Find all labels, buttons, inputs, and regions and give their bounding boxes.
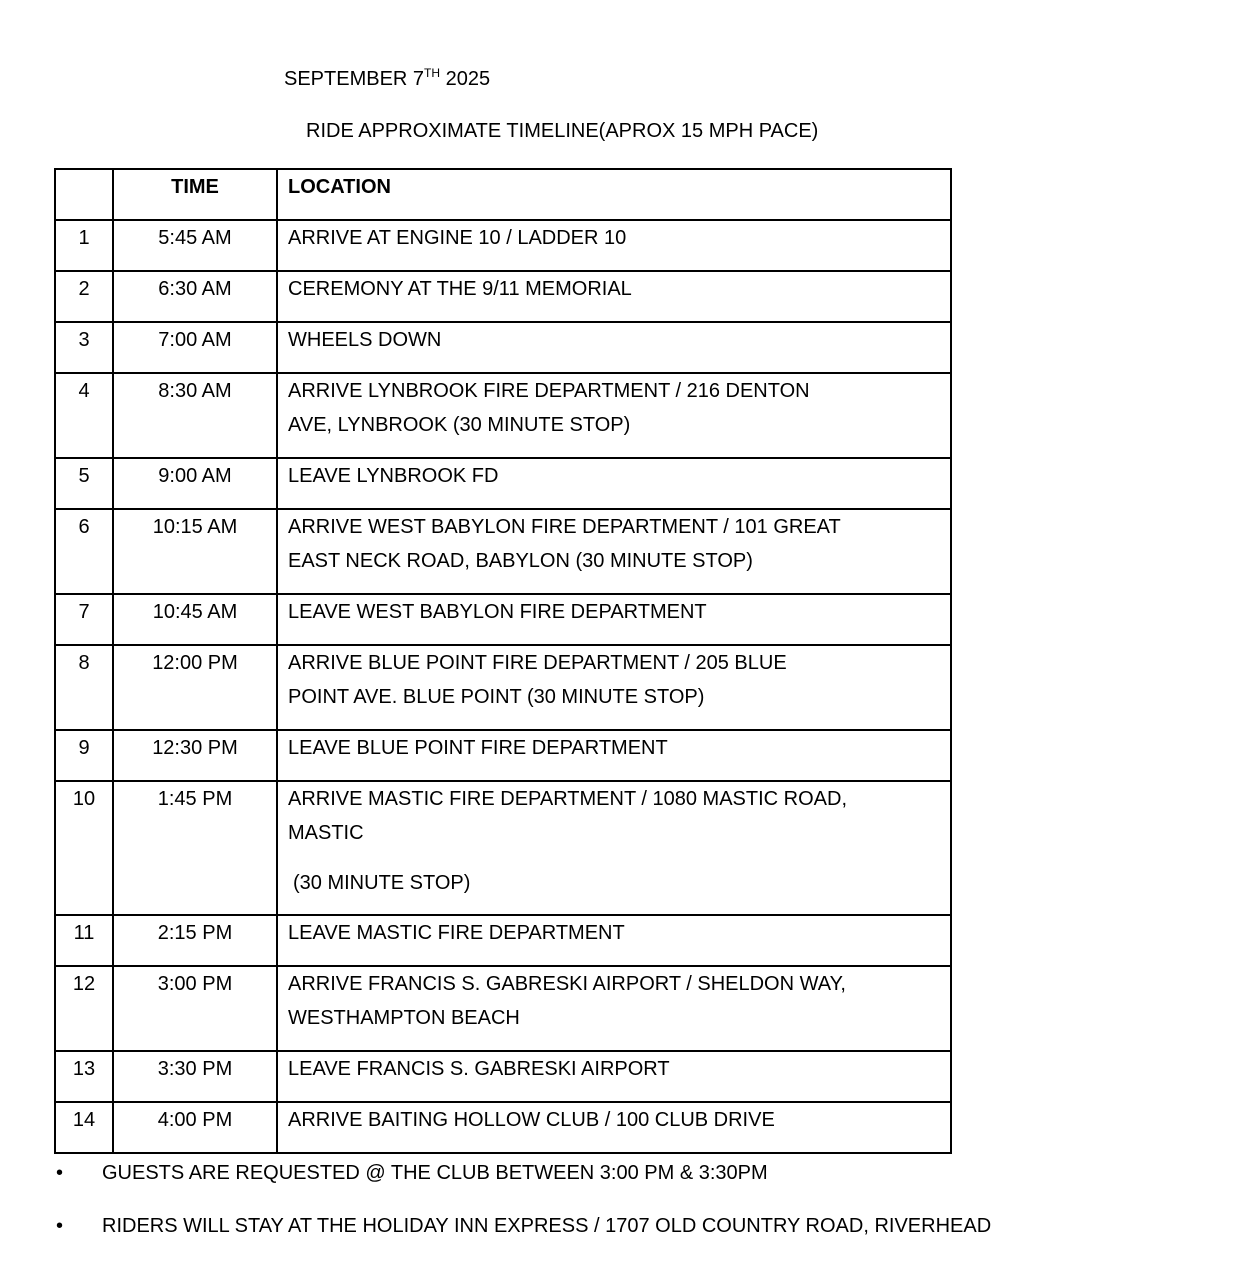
location-line: EAST NECK ROAD, BABYLON (30 MINUTE STOP) (288, 550, 753, 572)
note-item (54, 1211, 1234, 1264)
stop-number: 13 (55, 1051, 113, 1102)
stop-location (277, 322, 951, 373)
table-row (55, 966, 951, 1051)
stop-location (277, 373, 951, 458)
header-location-cell (277, 169, 951, 220)
stop-location (277, 458, 951, 509)
stop-number: 5 (55, 458, 113, 509)
location-line: (30 MINUTE STOP) (293, 872, 471, 894)
stop-location (277, 220, 951, 271)
location-line: LEAVE BLUE POINT FIRE DEPARTMENT (288, 737, 668, 759)
stop-location (277, 645, 951, 730)
table-header-row (55, 169, 951, 220)
stop-location (277, 966, 951, 1051)
table-row (55, 781, 951, 915)
stop-location (277, 1102, 951, 1153)
date-ordinal-suffix: TH (424, 66, 441, 80)
stop-number: 8 (55, 645, 113, 730)
stop-number: 7 (55, 594, 113, 645)
stop-time: 10:45 AM (113, 594, 277, 645)
stop-time: 4:00 PM (113, 1102, 277, 1153)
table-row (55, 1102, 951, 1153)
date-heading (284, 67, 490, 93)
table-row (55, 373, 951, 458)
location-line: ARRIVE AT ENGINE 10 / LADDER 10 (288, 227, 627, 249)
note-text: RIDERS WILL STAY AT THE HOLIDAY INN EXPRESS / 1707 OLD COUNTRY ROAD, RIVERHEAD (102, 1215, 992, 1237)
notes-list (54, 1158, 1234, 1264)
stop-time: 12:00 PM (113, 645, 277, 730)
table-row (55, 322, 951, 373)
ride-timeline-table (54, 168, 952, 1154)
location-line: WESTHAMPTON BEACH (288, 1007, 520, 1029)
location-line: CEREMONY AT THE 9/11 MEMORIAL (288, 278, 632, 300)
location-line: POINT AVE. BLUE POINT (30 MINUTE STOP) (288, 686, 705, 708)
location-line: ARRIVE BAITING HOLLOW CLUB / 100 CLUB DRIVE (288, 1109, 775, 1131)
header-time-label: TIME (171, 176, 219, 198)
stop-location (277, 271, 951, 322)
stop-time: 10:15 AM (113, 509, 277, 594)
timeline-subtitle: RIDE APPROXIMATE TIMELINE(APROX 15 MPH PACE) (306, 120, 819, 142)
location-line: ARRIVE WEST BABYLON FIRE DEPARTMENT / 101 GREAT (288, 516, 841, 538)
stop-time: 12:30 PM (113, 730, 277, 781)
stop-number: 11 (55, 915, 113, 966)
table-row (55, 594, 951, 645)
location-line: LEAVE FRANCIS S. GABRESKI AIRPORT (288, 1058, 670, 1080)
location-line: LEAVE LYNBROOK FD (288, 465, 499, 487)
stop-time: 3:30 PM (113, 1051, 277, 1102)
table-row (55, 1051, 951, 1102)
stop-time: 5:45 AM (113, 220, 277, 271)
stop-number: 2 (55, 271, 113, 322)
date-year: 2025 (440, 68, 491, 90)
stop-time: 8:30 AM (113, 373, 277, 458)
table-row (55, 271, 951, 322)
location-line: AVE, LYNBROOK (30 MINUTE STOP) (288, 414, 631, 436)
stop-number: 9 (55, 730, 113, 781)
stop-time: 7:00 AM (113, 322, 277, 373)
stop-number: 6 (55, 509, 113, 594)
timeline-body (55, 220, 951, 1153)
location-line: MASTIC (288, 822, 364, 844)
stop-time: 3:00 PM (113, 966, 277, 1051)
table-row (55, 915, 951, 966)
header-time-cell (113, 169, 277, 220)
date-main: SEPTEMBER 7 (284, 68, 425, 90)
stop-location (277, 781, 951, 915)
note-text: GUESTS ARE REQUESTED @ THE CLUB BETWEEN 3:00 PM & 3:30PM (102, 1162, 768, 1184)
location-line: ARRIVE LYNBROOK FIRE DEPARTMENT / 216 DENTON (288, 380, 810, 402)
table-row (55, 730, 951, 781)
line-gap (288, 850, 944, 866)
location-line: ARRIVE MASTIC FIRE DEPARTMENT / 1080 MASTIC ROAD, (288, 788, 847, 810)
stop-time: 2:15 PM (113, 915, 277, 966)
header-number-cell (55, 169, 113, 220)
table-row (55, 645, 951, 730)
stop-location (277, 594, 951, 645)
stop-number: 1 (55, 220, 113, 271)
stop-number: 4 (55, 373, 113, 458)
header-location-label: LOCATION (288, 176, 391, 198)
stop-number: 12 (55, 966, 113, 1051)
note-item (54, 1158, 1234, 1211)
location-line: LEAVE MASTIC FIRE DEPARTMENT (288, 922, 625, 944)
table-row (55, 220, 951, 271)
bullet-icon: • (56, 1215, 64, 1237)
location-line: WHEELS DOWN (288, 329, 442, 351)
stop-location (277, 1051, 951, 1102)
stop-location (277, 509, 951, 594)
stop-number: 3 (55, 322, 113, 373)
table-row (55, 509, 951, 594)
location-line: ARRIVE BLUE POINT FIRE DEPARTMENT / 205 BLUE (288, 652, 787, 674)
location-line: LEAVE WEST BABYLON FIRE DEPARTMENT (288, 601, 707, 623)
stop-time: 1:45 PM (113, 781, 277, 915)
location-line: ARRIVE FRANCIS S. GABRESKI AIRPORT / SHELDON WAY, (288, 973, 846, 995)
stop-time: 6:30 AM (113, 271, 277, 322)
stop-number: 10 (55, 781, 113, 915)
stop-time: 9:00 AM (113, 458, 277, 509)
bullet-icon: • (56, 1162, 64, 1184)
stop-location (277, 915, 951, 966)
stop-number: 14 (55, 1102, 113, 1153)
stop-location (277, 730, 951, 781)
table-row (55, 458, 951, 509)
